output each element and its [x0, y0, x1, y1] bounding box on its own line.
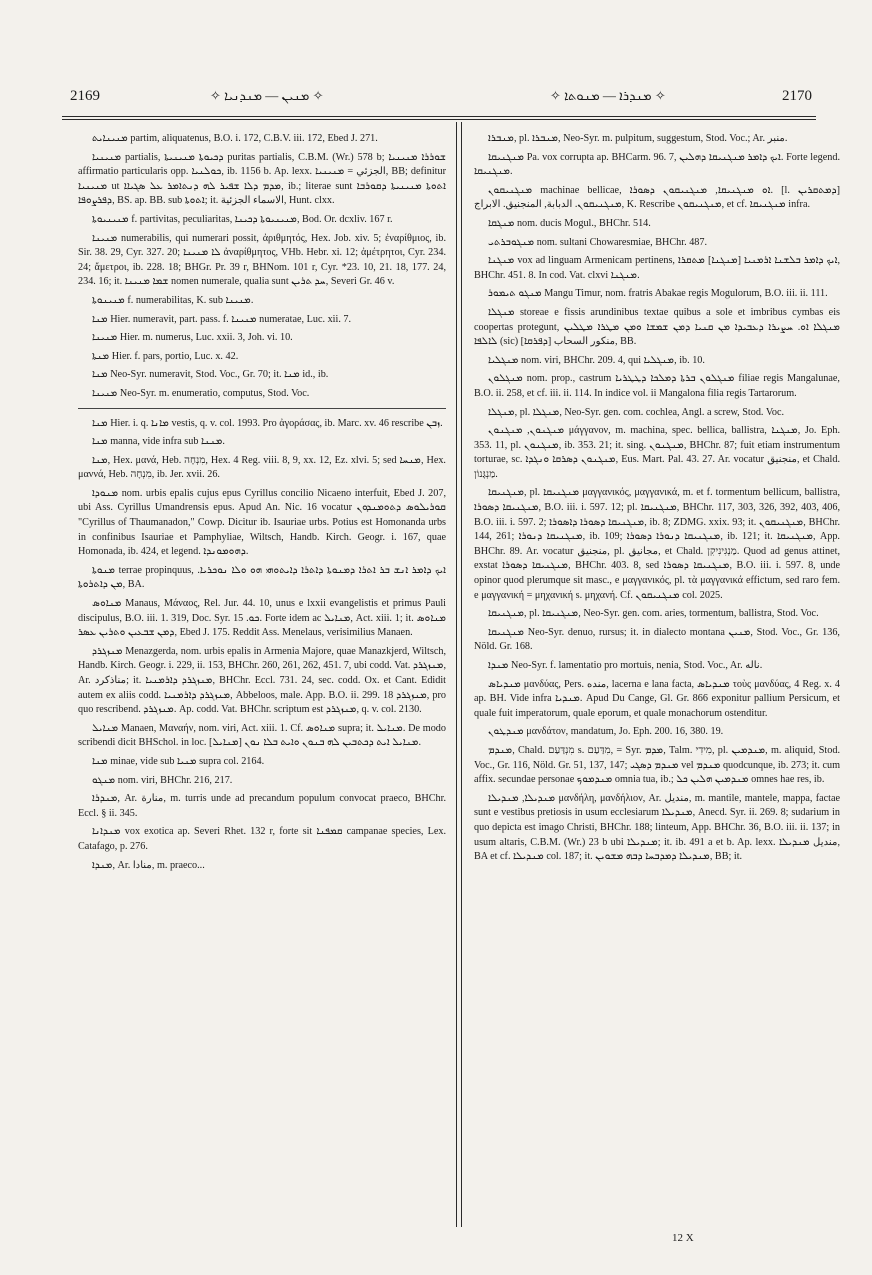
- dictionary-entry: ܡܢܝܢܐ numerabilis, qui numerari possit, ἀριθμητός, Hex. Job. xiv. 5; ἐναρίθμιος, ib. Sir. 38. 29, Cyr. 327. 20; ܠܐ ܡܢܝܢܐ ἀναρίθμητος, VHb. Hebr. xi. 12; ἀμέτρητοι, Cyr. 234. 24; ἄμετροι, ib. 228. 18; BHGr. Pr. 39 r, BHNom. 101 r, Cyr. *23. 10, 21. 18, 177. 24, 234. 16; it. ܫܡܐ ܡܢܝܢܐ nomen numerale, qualia sunt ܚܕ ܬܪܝܢ, Severi Gr. 46 v.: [78, 232, 446, 288]
- right-entries: [474, 132, 840, 865]
- dictionary-entry: ܡܢܓܠܝܐ nom. viri, BHChr. 209. 4, qui ܡܢܓܠܝܐ, ib. 10.: [488, 354, 705, 366]
- dictionary-entry: ܡܢܐ manna, vide infra sub ܡܢܢܐ.: [92, 436, 225, 448]
- dictionary-entry: ܡܢܓܢܝܩܘܢ machinae bellicae, ܐܘ ܡܢܓܢܝܩܐ, ܡܢܓܢܝܩܘܢ ܕܣܘܪܐ. [l. ܕܡܬܩܪܝܢ] ܡܢܓܢܝܩܘܢ. الدبابة, المنجنيق. الابراج, K. Rescribe ܡܢܓܢܝܩܘܢ, et cf. ܡܢܓܢܝܩܐ infra.: [474, 184, 841, 211]
- dictionary-entry: ܡܢܐ, Hex. μανά, Heb. מִנְחָה, Hex. 4 Reg. viii. 8, 9, xx. 12, Ez. xlvi. 5; sed ܡܢܚܐ, Hex. μαννά, Heb. מִנְחָה, ib. Jer. xvii. 26.: [78, 454, 446, 481]
- dictionary-entry: ܡܢܙܓܪܕ Menazgerda, nom. urbis epalis in Armenia Majore, quae Manazkjerd, Wiltsch, Handb. Kirch. Geogr. i. 229, ii. 153, BHChr. 260, 261, 262, 451. 7, ubi codd. Vat. ܡܢܙܓܪܕ, Ar. مناذكرد; it. ܡܢܙܓܪܕ ܕܐܪܡܢܝܐ, BHChr. Eccl. 731. 24, sec. codd. Ox. et Cant. Edidit autem ex aliis codd. ܡܢܙܓܪܕ ܕܐܪܡܢܝܐ, Abbeloos, male. App. B.O. ii. 299. 18 ܡܢܙܓܪܕ, pro quo rescribend. ܡܢܙܓܪܕ. Ap. codd. Vat. BHChr. scriptum est ܡܢܙܓܪܕ, q. v. col. 2130.: [78, 645, 446, 716]
- dictionary-entry: ܡܢܓܢܝܩܐ, pl. ܡܢܓܢܝܩܐ μαγγανικός, μαγγανικά, m. et f. tormentum bellicum, ballistra, ܡܢܓܢܝܩܐ ܕܣܘܪܐ, B.O. iii. i. 597. 12; pl. ܡܢܓܢܝܩܐ, BHChr. 117, 303, 326, 392, 403, 406, B.O. iii. i. 597. 2; ܡܢܓܢܝܩܐ ܕܣܘܪܐ ܕܐܣܘܪܐ, ib. 8; ZDMG. xxix. 93; it. ܡܢܓܢܝܩܘܢ, BHChr. 144, 261; ܡܢܓܢܝܩܐ ܕܢܘܪܐ, ib. 109; ܡܢܓܢܝܩܐ ܕܢܘܪܐ ܕܣܘܪܐ, ib. 121; it. ܡܢܓܢܝܩܐ, App. BHChr. 89. Ar. vocatur منجنيق, pl. مجانيق, et Chald. מַנְגִּינִיקִן. Quod ad genus attinet, exstat ܡܢܓܢܝܩܐ ܕܣܘܪܐ, BHChr. 403. 8, sed ܡܢܓܢܝܩܐ ܕܣܘܪܐ, B.O. iii. i. 597. 8, unde opinor quod plerumque sit masc., e μαγγανικός, pl. τὰ μαγγανικά effictum, sed raro fem. e μαγγανική = μηχανική s. μηχανή. Cf. ܡܢܓܢܝܩܘܢ col. 2025.: [474, 487, 841, 601]
- dictionary-entry: ܡܢܝܢܐ Hier. m. numerus, Luc. xxii. 3, Joh. vi. 10.: [92, 332, 293, 344]
- dictionary-entry: ܡܢܕܡ, Chald. מִנְדַּעַם s. מִדַּעַם, = Syr. ܡܕܡ, Talm. מִידִי, pl. ܡܢܕܡܝܢ, m. aliquid, Stod. Voc., Gr. 116, Nöld. Gr. 51, 137, 147; ܡܢܕܡ ܕܣܓܝ vel ܡܢܕܡ quodcunque, ib. 273; it. cum affix. secundae personae ܡܢܕܡܘܟ omnia tua, ib.; ܡܢܕܡܝܢ ܗܠܝܢ ܟܠ omnes hae res, ib.: [474, 744, 840, 786]
- dictionary-entry: ܡܢܕܝܠܐ, ܡܢܕܝܠܐ μανδήλη, μανδήλιον, Ar. منديل, m. mantile, mantele, mappa, factae sunt e vestibus pretiosis in usum ecclesiarum ܡܢܕܝܠܐ, Anecd. Syr. ii. 269. 8; sudarium in quo depicta est imago Christi, BHChr. 188; linteum, App. BHChr. 36, B.O. iii. ii. 137; in usum altaris, C.B.M. (Wr.) 23 b ubi ܡܢܕܝܠܐ; it. ib. 491 a et b. Ap. lexx. منديل ܡܢܕܝܠܐ, BA et cf. ܡܢܕܝܠܐ col. 187; it. ܡܢܕܝܠܐ ܕܡܕܒܚܐ ܕܒܗ ܡܫܘܝܢ, BB; it.: [474, 792, 841, 863]
- dictionary-entry: ܡܢܒܪܐ, pl. ܡܢܒܪܐ, Neo-Syr. m. pulpitum, suggestum, Stod. Voc.; Ar. منبر.: [488, 133, 788, 144]
- dictionary-entry: ܡܢܕܪܐ, Ar. منارة, m. turris unde ad precandum populum convocat praeco, BHChr. Eccl. § ii. 345.: [78, 793, 446, 819]
- dictionary-entry: ܡܢܘܬܐ terrae propinquus, ܐܝܟ ܕܐܡܪ ܐܢܫ ܒܪ ܐܬܪܐ ܕܡܢܘܬܐ ܕܐܬܪܐ ܕܐܝܬܘܗܝ ܗܘ ܘܠܐ ܢܘܟܪܝܐ. ܡܢ ܕܐܬܪܘܬܐ, BA.: [78, 564, 446, 591]
- section-rule: [78, 408, 446, 409]
- dictionary-entry: ܡܢܕܛܘܢ μανδάτον, mandatum, Jo. Eph. 200. 16, 380. 19.: [488, 726, 724, 738]
- page-header: [70, 88, 812, 112]
- dictionary-entry: ܡܢܓܩܐ nom. ducis Mogul., BHChr. 514.: [488, 217, 651, 229]
- dictionary-entry: ܡܢܕܐܢܐ vox exotica ap. Severi Rhet. 132 r, forte sit ܩܡܦܢܐ campanae species, Lex. Catafago, p. 276.: [78, 826, 446, 852]
- dictionary-entry: ܡܢܐ Hier. numeravit, part. pass. f. ܡܢܝܢܐ numeratae, Luc. xii. 7.: [92, 313, 352, 325]
- dictionary-entry: ܡܢܬܐ Hier. f. pars, portio, Luc. x. 42.: [92, 350, 239, 362]
- right-running-head: ✧ ܡܢܕܪܐ — ܡܢܘܬܐ ✧: [550, 88, 666, 103]
- dictionary-entry: ܡܢܓܠܘܢ nom. prop., castrum ܡܢܓܠܘܢ ܒܪܬܐ ܕܡܠܟܐ ܕܛܛܪܝܐ filiae regis Mangalunae, B.O. ii. 258, et cf. iii. ii. 114. In indice vol. ii Mangalona filia regis Tartarorum.: [474, 373, 840, 399]
- right-column: [474, 132, 840, 869]
- dictionary-entry: ܡܢܝܢܝܐ partialis, ܕܟܝܘܬܐ ܡܢܝܢܝܬܐ puritas partialis, C.B.M. (Wr.) 578 b; ܫܘܪܪܐ ܡܢܝܢܝܐ affirmatio particularis opp. ܟܘܠܢܝܐ, ib. 1156 b. Ap. lexx. الجزئي = ܡܢܝܢܝܐ, BB; definitur ܡܢܝܢܝܐ ut ܡܕܡ ܕܠܐ ܫܦܝܪ ܠܗ ܕܢܬܐܡܪ ܥܠ ܣܓܝܐܐ, ib.; literae sunt ܐܬܘܬܐ ܡܢܝܢܝܬܐ ܕܩܘܪܒܐ ܕܦܪܨܘܦܐ, BS. ap. BB. sub ܐܬܘܬܐ; it. الاسماء الجزئية, Hunt. clxx.: [78, 151, 447, 207]
- dictionary-entry: ܡܢܓܢܝܩܐ, pl. ܡܢܓܢܝܩܐ, Neo-Syr. gen. com. aries, tormentum, ballistra, Stod. Voc.: [488, 608, 819, 620]
- dictionary-entry: ܡܢܝܢܘܬܐ f. numerabilitas, K. sub ܡܢܝܢܐ.: [92, 294, 254, 306]
- dictionary-entry: ܡܢܓܠܐ, pl. ܡܢܓܠܐ, Neo-Syr. gen. com. cochlea, Angl. a screw, Stod. Voc.: [488, 406, 785, 418]
- dictionary-entry: ܡܢܝܢܐܝܬ partim, aliquatenus, B.O. i. 172, C.B.V. iii. 172, Ebed J. 271.: [92, 133, 378, 144]
- dictionary-entry: ܡܢܓܢܐ vox ad linguam Armenicam pertinens, ܐܝܟ ܕܐܡܪ ܒܠܫܢܐ ܐܪܡܢܝܐ [ܡܢܓܢܐ] ܡܬܩܪܐ, BHChr. 451. 8. In cod. Vat. clxvi ܡܢܓܢܐ.: [474, 255, 840, 281]
- dictionary-entry: ܡܢܕܐ, Ar. منادا, m. praeco...: [92, 859, 205, 871]
- dictionary-entry: ܡܢܓܢܝܩܐ Pa. vox corrupta ap. BHCarm. 96. 7, ܐܝܟ ܕܐܡܪ ܡܢܓܢܝܩܐ ܕܗܠܝܢ. Forte legend. ܡܢܓܢܝܩܐ.: [474, 151, 840, 178]
- header-rule: [62, 116, 816, 117]
- signature-mark: 12 X: [672, 1232, 694, 1244]
- dictionary-entry: ܡܢܓܘܒܪܬܝ nom. sultani Chowaresmiae, BHChr. 487.: [488, 236, 708, 248]
- left-column: [78, 132, 446, 877]
- dictionary-entry: ܡܢܐܝܠ Manaen, Μαναήν, nom. viri, Act. xiii. 1. Cf. ܡܢܐܘܣ supra; it. ܡܢܐܝܠ. De modo scribendi dicit BHSchol. in loc. ܡܢܐܝܠ ܐܝܬ ܕܟܬܒܝܢ ܠܗ ܒܢܘܢ ܘܐܝܬ ܒܠܐ ܢܘܢ [ܡܢܐܝܠ].: [78, 722, 446, 749]
- column-separator: [456, 122, 462, 1227]
- dictionary-entry: ܡܢܓܘ ܬܝܡܘܪ Mangu Timur, nom. fratris Abakae regis Mogulorum, B.O. iii. ii. 111.: [488, 288, 828, 300]
- dictionary-entry: ܡܢܐ Hier. i. q. ܡܐܢܐ vestis, q. v. col. 1993. Pro ἀγοράσας, ib. Marc. xv. 46 rescribe ܙܒܢ.: [92, 417, 443, 429]
- dictionary-entry: ܡܢܐ minae, vide sub ܡܢܝܐ supra col. 2164.: [92, 755, 265, 767]
- dictionary-entry: ܡܢܕܝܐܣ μανδύας, Pers. منده, lacerna e lana facta, ܡܢܕܝܐܣ τοὺς μανδύας, 4 Reg. x. 4 ap. BH. Vide infra ܡܢܕܝܐ. Apud Du Cange, Gl. Gr. 866 exponitur pallium Persicum, et quale fuit imperatorum, quale eporum, et quale monachorum ostenditur.: [474, 678, 840, 719]
- dictionary-entry: ܡܢܕܐ Neo-Syr. f. lamentatio pro mortuis, nenia, Stod. Voc., Ar. ناله.: [488, 660, 763, 671]
- left-entries-group-1: [78, 132, 446, 402]
- left-page-number: 2169: [70, 88, 100, 104]
- right-page-number: 2170: [782, 88, 812, 104]
- dictionary-entry: ܡܢܝܢܐ Neo-Syr. m. enumeratio, computus, Stod. Voc.: [92, 387, 310, 399]
- left-entries-group-2: [78, 417, 446, 874]
- dictionary-entry: ܡܢܓܢܝܩܐ Neo-Syr. denuo, rursus; it. in dialecto montana ܡܢܝܢ, Stod. Voc., Gr. 136, Nöld. Gr. 168.: [474, 626, 840, 653]
- dictionary-entry: ܡܢܓܘ nom. viri, BHChr. 216, 217.: [92, 774, 233, 786]
- left-running-head: ✧ ܡܢܝܢ — ܡܢܕܢܝܐ ✧: [210, 88, 324, 103]
- dictionary-entry: ܡܢܝܢܝܘܬܐ f. partivitas, peculiaritas, ܡܢܝܢܝܘܬܐ ܕܟܝܢܐ, Bod. Or. dcxliv. 167 r.: [92, 213, 393, 225]
- dictionary-entry: ܡܢܘܕܐ nom. urbis epalis cujus epus Cyrillus concilio Nicaeno interfuit, Ebed J. 207, ubi Ass. Cyrillus Umandrensis epus. Apud An. Nic. 16 vocatur ܩܘܪܝܠܘܣ ܕܬܘܡܢܕܘܢ "Cyrillus of Thaumanadon," Cowp. Dicitur ib. Isauriae urbs. Potius est Homonanda urbs in confinibus Isauriae et Pamphyliae, Wiltsch, Handb. Kirch. Geogr. i. 167, quae Homonada, ib. 424, et legend. ܕܗܘܡܘܢܕܐ.: [78, 487, 446, 558]
- header-rule-inner: [62, 119, 816, 120]
- dictionary-entry: ܡܢܐܘܣ Manaus, Μάναος, Rel. Jur. 44. 10, unus e lxxii evangelistis et primus Pauli discipulus, B.O. iii. 1. 319, Doc. Syr. ܟܘ. 15. Forte idem ac ܡܢܐܝܠ, Act. xiii. 1; it. ܡܢܐܘܣ ܕܡܢ ܫܒܥܝܢ ܘܬܪܝܢ ܥܣܪ, Ebed J. 175. Reddit Ass. Menelaus, verisimilius Manaen.: [78, 598, 446, 639]
- dictionary-entry: ܡܢܓܢܘܢ, ܡܢܓܢܘܢ μάγγανον, m. machina, spec. bellica, ballistra, ܡܢܓܢܐ, Jo. Eph. 353. 11, pl. ܡܢܓܢܘܢ, ib. 353. 21; it. sing. ܡܢܓܢܘܢ, BHChr. 87; fuit etiam instrumentum torturae, sc. ܡܢܓܢܘܢ ܕܣܪܩܐ ܘܢܓܕܐ, Eus. Mart. Pal. 43. 27. Ar. vocatur منجنيق, et Chald. מַנְגָּנוֹן.: [474, 425, 841, 480]
- dictionary-entry: ܡܢܐ Neo-Syr. numeravit, Stod. Voc., Gr. 70; it. ܡܢܐ id., ib.: [92, 369, 329, 381]
- dictionary-entry: ܡܢܓܠܐ storeae e fissis arundinibus textae quibus a sole et imbribus cymbas eis coopertas protegunt, ܡܢܓܠܐ ܐܘ. ܚܨܝܪܐ ܕܥܒܝܕܐ ܡܢ ܩܢܝܐ ܕܡܢ ܫܡܫܐ ܘܡܢ ܡܛܪܐ ܡܛܠܝܢ ܠܐܠܦܐ (sic) [ܕܦܪܩܐ] منكور السحاب, BB.: [474, 306, 841, 348]
